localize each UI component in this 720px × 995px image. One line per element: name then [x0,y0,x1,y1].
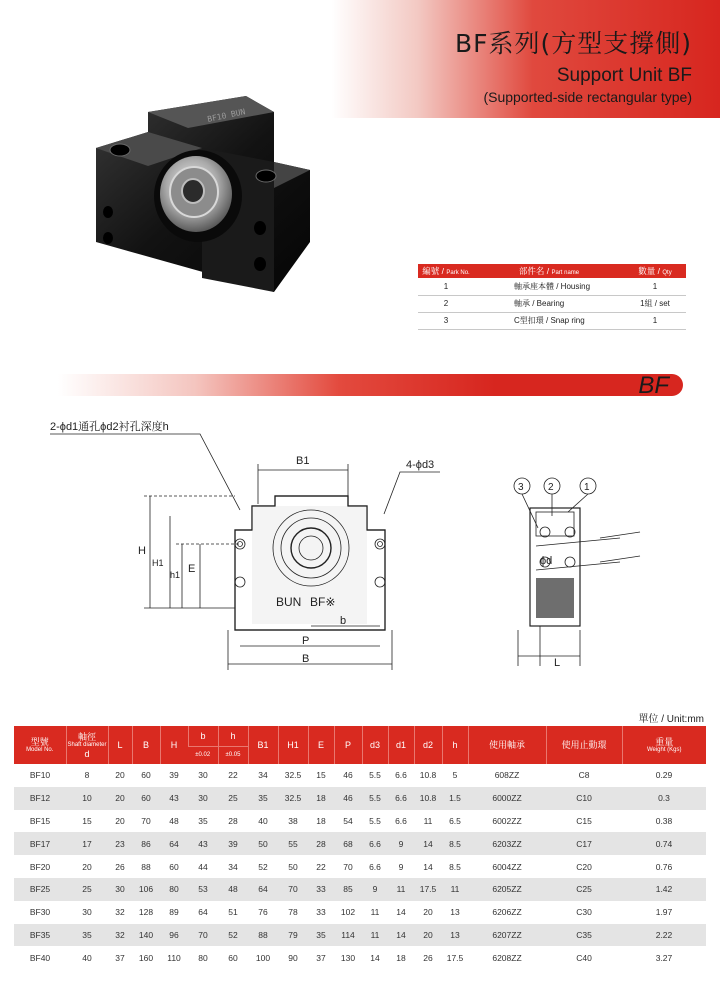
table-cell: 79 [278,924,308,947]
table-cell: 6.6 [388,787,414,810]
table-row [14,901,706,924]
table-cell: 11 [388,878,414,901]
table-cell: C20 [576,861,592,872]
table-cell: 38 [288,815,298,826]
table-cell: 18 [316,815,326,826]
col-h1: H1 [278,726,308,764]
table-cell: 60 [169,861,179,872]
table-cell: 30 [108,878,132,901]
col-small-h: h [218,726,248,746]
table-cell: 90 [288,952,298,963]
table-cell: BF12 [14,787,66,810]
page-title: BF系列(方型支撐側) [454,29,692,58]
table-cell: 55 [278,832,308,855]
table-cell: 1.5 [442,787,468,810]
table-cell: 76 [258,907,268,918]
table-cell: 102 [340,907,356,918]
table-cell: BF35 [14,924,66,947]
table-cell: 35 [308,924,334,947]
table-cell: 60 [141,770,151,781]
col-p: P [334,726,362,764]
dim-small-h1-label: h1 [170,570,181,580]
table-cell: 18 [396,952,406,963]
page-title-en: Support Unit BF [556,65,692,86]
table-row: 1 軸承座本體 / Housing 1 [418,278,686,295]
table-cell: 9 [398,861,404,872]
table-cell: 78 [288,907,298,918]
table-cell: 32 [108,924,132,947]
col-hh: h [442,726,468,764]
table-row: 3 C型扣環 / Snap ring 1 [418,312,686,329]
table-cell: 106 [132,878,160,901]
table-cell: 80 [198,952,208,963]
table-cell: 14 [370,952,380,963]
table-cell: 17.5 [414,878,442,901]
unit-label: 單位 / Unit:mm [638,714,704,725]
table-cell: 64 [248,878,278,901]
table-cell: 6207ZZ [468,924,546,947]
table-cell: 51 [228,907,238,918]
table-cell: 28 [308,832,334,855]
col-b-tolerance: ±0.02 [188,746,218,764]
table-cell: 10.8 [414,787,442,810]
table-cell: 32.5 [284,770,302,781]
table-cell: BF30 [29,907,51,918]
table-row [14,924,706,947]
table-cell: 30 [198,770,208,781]
page-subtitle: (Supported-side rectangular type) [483,89,692,105]
table-cell: 8.5 [449,861,461,872]
table-cell: 160 [138,952,154,963]
dim-p-label: P [302,635,310,647]
dim-e-label: E [188,563,196,575]
table-cell: 11 [362,924,388,947]
table-cell: 52 [218,924,248,947]
table-cell: BF10 [29,770,51,781]
table-cell: 54 [343,815,353,826]
table-row: 2 軸承 / Bearing 1組 / set [418,295,686,312]
table-cell: 43 [160,787,188,810]
dim-l-label: L [554,657,561,669]
col-model: 型號 Model No. [14,726,66,764]
table-cell: 17.5 [446,952,464,963]
table-cell: 6203ZZ [468,832,546,855]
table-cell: 43 [188,832,218,855]
table-cell: 1.42 [622,878,706,901]
table-cell: 140 [132,924,160,947]
table-cell: 20 [108,787,132,810]
section-label: BF [638,372,669,399]
table-cell: 48 [169,815,179,826]
col-d1: d1 [388,726,414,764]
table-cell: C10 [546,787,622,810]
table-cell: 23 [108,832,132,855]
table-cell: 70 [278,878,308,901]
table-cell: 53 [188,878,218,901]
table-cell: 15 [82,815,92,826]
table-cell: 30 [82,907,92,918]
table-cell: 11 [442,878,468,901]
table-cell: 22 [228,770,238,781]
parts-header-name: 部件名 / Part name [474,264,624,278]
table-cell: 26 [115,861,125,872]
table-cell: 6.6 [362,832,388,855]
table-cell: 5.5 [362,787,388,810]
table-cell: 6002ZZ [492,815,522,826]
brand-engraving: BUN [276,595,302,609]
note-tap-holes: 4-ϕd3 [406,459,435,471]
table-row [14,855,706,878]
table-cell: 35 [198,815,208,826]
table-cell: 11 [370,907,380,918]
table-cell: 50 [288,861,298,872]
table-cell: 32.5 [278,787,308,810]
table-cell: 70 [343,861,353,872]
col-snap-ring: 使用止動環 [546,726,622,764]
col-e: E [308,726,334,764]
table-cell: BF15 [29,815,51,826]
table-cell: 8 [84,770,90,781]
table-cell: 86 [132,832,160,855]
table-cell: 60 [228,952,238,963]
table-cell: C15 [576,815,592,826]
table-row [14,764,706,787]
dim-b-label: b [340,615,347,627]
table-cell: BF20 [29,861,51,872]
table-cell: 60 [132,787,160,810]
table-cell: BF40 [29,952,51,963]
table-cell: BF25 [14,878,66,901]
table-cell: 25 [66,878,108,901]
table-cell: 18 [308,787,334,810]
section-bar [58,372,683,399]
table-cell: 25 [218,787,248,810]
table-cell: 48 [218,878,248,901]
dim-b1-label: B1 [296,455,310,467]
table-cell: C25 [546,878,622,901]
table-cell: 26 [423,952,433,963]
col-h-tolerance: ±0.05 [218,746,248,764]
table-cell: 6004ZZ [492,861,522,872]
table-cell: 33 [308,878,334,901]
table-cell: C17 [546,832,622,855]
table-cell: 14 [423,861,433,872]
table-cell: 46 [334,787,362,810]
table-cell: 128 [138,907,154,918]
table-cell: 37 [115,952,125,963]
col-small-b: b [188,726,218,746]
col-d2: d2 [414,726,442,764]
table-cell: 85 [334,878,362,901]
table-cell: 52 [258,861,268,872]
table-cell: 40 [258,815,268,826]
table-cell: 22 [316,861,326,872]
table-cell: 70 [141,815,151,826]
table-cell: 96 [160,924,188,947]
table-row [14,810,706,833]
table-cell: 88 [248,924,278,947]
table-cell: 34 [228,861,238,872]
table-cell: 17 [66,832,108,855]
table-cell: 6208ZZ [492,952,522,963]
table-cell: 6205ZZ [468,878,546,901]
table-cell: 32 [115,907,125,918]
table-cell: 64 [160,832,188,855]
table-cell: C35 [546,924,622,947]
table-cell: 14 [414,832,442,855]
table-cell: BF17 [14,832,66,855]
table-cell: 37 [316,952,326,963]
table-cell: 10.8 [419,770,437,781]
col-h: H [160,726,188,764]
table-cell: C8 [578,770,590,781]
table-cell: 5 [452,770,458,781]
table-cell: 5.5 [369,770,381,781]
table-cell: 2.22 [622,924,706,947]
col-weight: 重量 Weight (Kgs) [622,726,706,764]
table-cell: 6.6 [395,770,407,781]
spec-table [14,726,706,969]
table-cell: 68 [334,832,362,855]
callout-1: 1 [584,482,590,493]
table-cell: 50 [248,832,278,855]
page-header [455,30,692,106]
table-cell: 89 [169,907,179,918]
col-d3: d3 [362,726,388,764]
table-cell: 20 [423,907,433,918]
table-cell: 30 [188,787,218,810]
table-cell: 35 [66,924,108,947]
note-through-holes: 2-ϕd1通孔ϕd2衬孔深度h [50,421,169,433]
col-b: B [132,726,160,764]
table-row [14,946,706,969]
photo-engraving: BF10 BUN [206,107,247,124]
table-row [14,878,706,901]
table-cell: 6.6 [395,815,407,826]
table-cell: 8.5 [442,832,468,855]
dim-h-label: H [138,545,146,557]
table-cell: 5.5 [369,815,381,826]
technical-drawing [40,420,700,690]
table-cell: 15 [316,770,326,781]
model-engraving: BF※ [310,595,336,609]
table-cell: 88 [141,861,151,872]
table-cell: 6206ZZ [492,907,522,918]
table-cell: 6.6 [369,861,381,872]
table-cell: 39 [169,770,179,781]
table-cell: 608ZZ [494,770,520,781]
table-cell: 100 [255,952,271,963]
table-row [14,832,706,855]
table-cell: 6000ZZ [468,787,546,810]
table-cell: 0.29 [655,770,673,781]
table-cell: 11 [423,815,433,826]
table-cell: 64 [198,907,208,918]
table-cell: 14 [396,907,406,918]
callout-3: 3 [518,482,524,493]
table-cell: 14 [388,924,414,947]
dim-h1-label: H1 [152,558,164,568]
col-bearing: 使用軸承 [468,726,546,764]
table-cell: 130 [340,952,356,963]
table-cell: 40 [82,952,92,963]
parts-header-no: 編號 / Park No. [418,264,474,278]
table-cell: C40 [576,952,592,963]
table-cell: C30 [576,907,592,918]
table-cell: 28 [228,815,238,826]
col-shaft: 軸徑 Shaft diameter d [66,726,108,764]
table-cell: 20 [115,770,125,781]
support-unit-bf-photo [78,92,338,302]
table-cell: 0.38 [655,815,673,826]
table-cell: 3.27 [655,952,673,963]
table-cell: 13 [450,907,460,918]
table-cell: 9 [362,878,388,901]
table-cell: 110 [167,952,181,963]
table-cell: 10 [66,787,108,810]
parts-header-qty: 數量 / Qty [624,264,686,278]
table-cell: 44 [198,861,208,872]
table-cell: 1.97 [655,907,673,918]
table-cell: 34 [258,770,268,781]
table-cell: 6.5 [449,815,461,826]
table-cell: 0.76 [655,861,673,872]
table-cell: 20 [414,924,442,947]
table-cell: 0.74 [622,832,706,855]
table-cell: 70 [188,924,218,947]
table-cell: 35 [248,787,278,810]
table-cell: 46 [343,770,353,781]
table-row [14,787,706,810]
callout-2: 2 [548,482,554,493]
table-cell: 0.3 [622,787,706,810]
table-cell: 13 [442,924,468,947]
table-cell: 20 [115,815,125,826]
table-cell: 33 [316,907,326,918]
dim-d-label: ϕd [540,555,553,567]
parts-table [418,264,686,330]
table-cell: 39 [218,832,248,855]
table-cell: 114 [334,924,362,947]
col-b1: B1 [248,726,278,764]
dim-bb-label: B [302,653,310,665]
table-cell: 80 [160,878,188,901]
col-l: L [108,726,132,764]
table-cell: 20 [82,861,92,872]
table-cell: 9 [388,832,414,855]
